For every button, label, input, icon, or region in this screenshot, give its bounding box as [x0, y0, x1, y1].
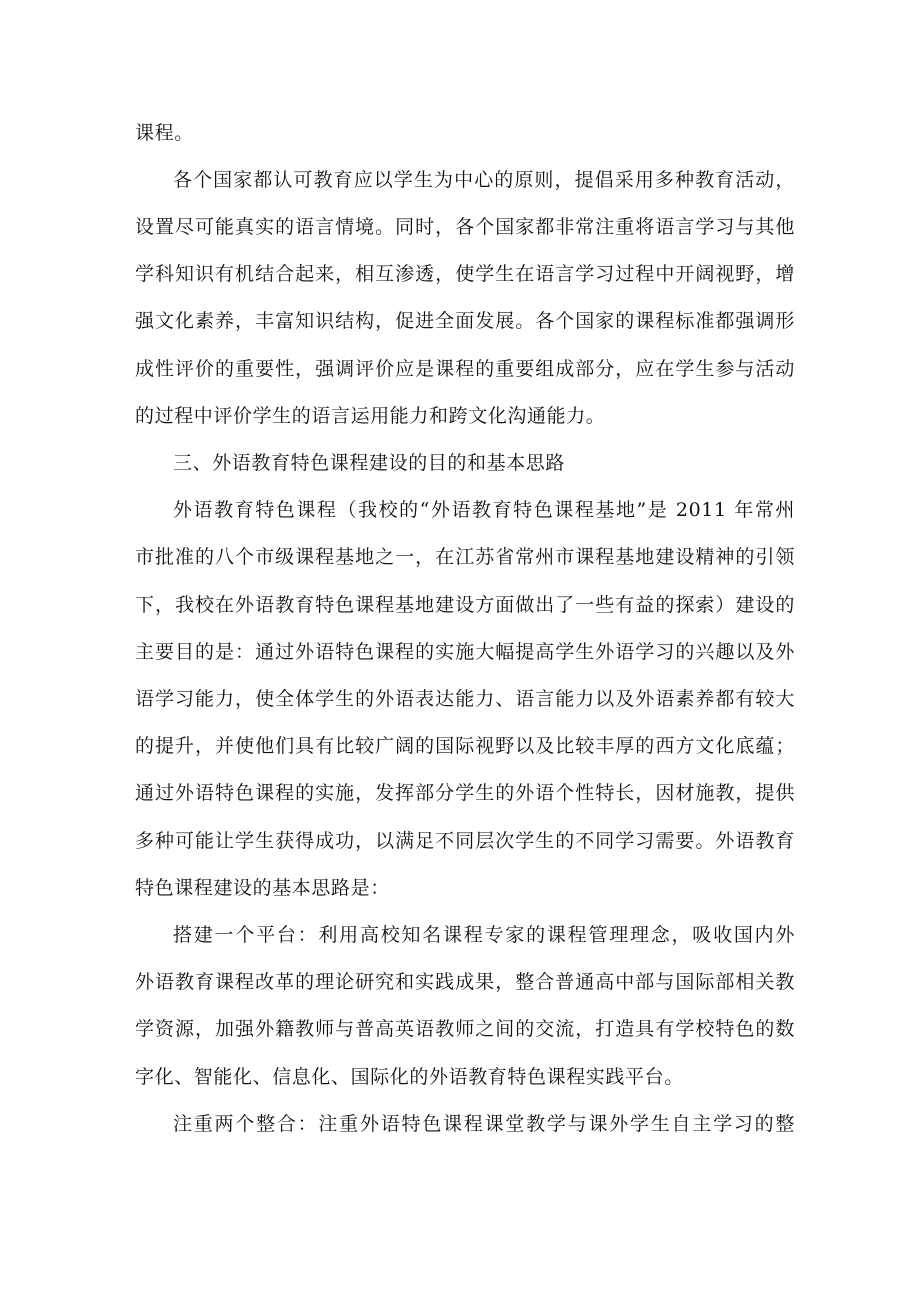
text-line-10: 市批准的八个市级课程基地之一，在江苏省常州市课程基地建设精神的引领	[135, 546, 795, 568]
text-line-18: 搭建一个平台：利用高校知名课程专家的课程管理理念，吸收国内外	[173, 924, 795, 946]
text-line-11: 下，我校在外语教育特色课程基地建设方面做出了一些有益的探索）建设的	[135, 594, 795, 616]
text-line-12: 主要目的是：通过外语特色课程的实施大幅提高学生外语学习的兴趣以及外	[135, 641, 795, 663]
text-line-9: 外语教育特色课程（我校的“外语教育特色课程基地”是 2011 年常州	[173, 499, 795, 521]
text-line-21: 字化、智能化、信息化、国际化的外语教育特色课程实践平台。	[135, 1066, 684, 1088]
text-line-16: 多种可能让学生获得成功，以满足不同层次学生的不同学习需要。外语教育	[135, 830, 795, 852]
text-line-4: 学科知识有机结合起来，相互渗透，使学生在语言学习过程中开阔视野，增	[135, 263, 795, 285]
text-line-22: 注重两个整合：注重外语特色课程课堂教学与课外学生自主学习的整	[173, 1113, 795, 1135]
text-line-1: 课程。	[135, 122, 194, 144]
text-line-13: 语学习能力，使全体学生的外语表达能力、语言能力以及外语素养都有较大	[135, 688, 795, 710]
text-line-6: 成性评价的重要性，强调评价应是课程的重要组成部分，应在学生参与活动	[135, 358, 795, 380]
text-line-2: 各个国家都认可教育应以学生为中心的原则，提倡采用多种教育活动，	[173, 169, 795, 191]
text-line-15: 通过外语特色课程的实施，发挥部分学生的外语个性特长，因材施教，提供	[135, 782, 795, 804]
text-line-14: 的提升，并使他们具有比较广阔的国际视野以及比较丰厚的西方文化底蕴；	[135, 735, 795, 757]
text-line-7: 的过程中评价学生的语言运用能力和跨文化沟通能力。	[135, 405, 606, 427]
section-heading: 三、外语教育特色课程建设的目的和基本思路	[173, 452, 566, 474]
text-line-19: 外语教育课程改革的理论研究和实践成果，整合普通高中部与国际部相关教	[135, 971, 795, 993]
text-line-5: 强文化素养，丰富知识结构，促进全面发展。各个国家的课程标准都强调形	[135, 310, 795, 332]
text-line-20: 学资源，加强外籍教师与普高英语教师之间的交流，打造具有学校特色的数	[135, 1018, 795, 1040]
text-line-3: 设置尽可能真实的语言情境。同时，各个国家都非常注重将语言学习与其他	[135, 216, 795, 238]
text-line-17: 特色课程建设的基本思路是：	[135, 877, 390, 899]
